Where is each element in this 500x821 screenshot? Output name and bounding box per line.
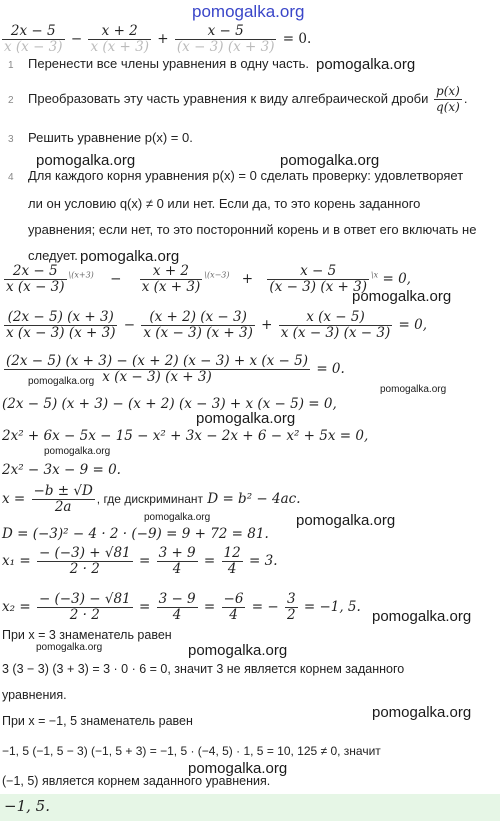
l2-d1: x (x − 3) (x + 3) [6, 325, 116, 341]
eq-t3-num: x − 5 [207, 23, 244, 39]
l1-t2-num: x + 2 [152, 263, 190, 279]
step-2-frac-num: p(x) [436, 84, 460, 98]
solution-line-11: При x = 3 знаменатель равен [2, 628, 172, 642]
step-4-line-4: следует. [28, 248, 78, 263]
step-4 [8, 163, 476, 269]
step-3-number: 3 [8, 134, 14, 145]
solution-line-7 [2, 484, 300, 515]
l1-mult-2: \(x−3) [204, 270, 230, 280]
step-2-frac-den: q(x) [436, 100, 460, 114]
l9-d3: 4 [222, 561, 243, 577]
l1-t1-num: 2x − 5 [12, 263, 58, 279]
step-2 [8, 84, 467, 115]
l10-d2: 4 [157, 607, 198, 623]
step-1-number: 1 [8, 60, 14, 71]
watermark: pomogalka.org [36, 152, 136, 169]
l1-mult-1: \(x+3) [68, 270, 94, 280]
solution-line-9: x₁ = $\frac{- (-3) + √81}{2 \cdot 2}$ = $\frac{3 + 9}{4}$ = $\frac{12}{4}$ = 3. [2, 545, 278, 577]
step-4-number: 4 [8, 172, 14, 183]
l10-lhs: x₂ = [2, 599, 31, 615]
step-3-text: Решить уравнение p(x) = 0. [28, 130, 193, 145]
l10-end: = −1, 5. [303, 599, 361, 615]
eq-t1-num: 2x − 5 [10, 23, 56, 39]
step-2-number: 2 [8, 94, 14, 106]
l10-n1: − (−3) − √81 [38, 591, 131, 607]
l1-t2-den: x (x + 3) [141, 279, 201, 295]
l7-lhs: x = [2, 491, 26, 507]
watermark: pomogalka.org [188, 760, 288, 777]
l1-op1: − [110, 271, 122, 287]
l3-num: (2x − 5) (x + 3) − (x + 2) (x − 3) + x (x − 5) [6, 353, 309, 369]
eq-t1-den: x (x − 3) [4, 39, 63, 55]
solution-line-12: 3 (3 − 3) (3 + 3) = 3 · 0 · 6 = 0, значит 3 не является корнем заданного [2, 662, 405, 676]
l9-n3: 12 [223, 545, 241, 561]
watermark: pomogalka.org [196, 410, 296, 427]
header-equation [0, 24, 311, 55]
l3-rhs: = 0. [316, 361, 345, 377]
step-3 [8, 130, 193, 145]
solution-line-1 [2, 264, 411, 295]
solution-line-15: −1, 5 (−1, 5 − 3) (−1, 5 + 3) = −1, 5 · (−4, 5) · 1, 5 = 10, 125 ≠ 0, значит [2, 744, 381, 758]
l2-n2: (x + 2) (x − 3) [149, 309, 247, 325]
l2-op2: + [261, 317, 273, 333]
watermark: pomogalka.org [372, 608, 472, 625]
watermark: pomogalka.org [36, 642, 103, 653]
l3-den: x (x − 3) (x + 3) [4, 369, 310, 385]
l1-op2: + [241, 271, 254, 287]
step-4-line-1: Для каждого корня уравнения p(x) = 0 сделать проверку: удовлетворяет [28, 168, 464, 183]
l9-d1: 2 · 2 [37, 561, 133, 577]
l1-mult-3: \x [370, 270, 379, 280]
l10-n2: 3 − 9 [158, 591, 196, 607]
l10-d1: 2 · 2 [37, 607, 133, 623]
l1-t3-num: x − 5 [300, 263, 337, 279]
l9-n2: 3 + 9 [158, 545, 196, 561]
l7-den: 2a [32, 499, 95, 515]
l7-text: , где дискриминант [96, 492, 204, 506]
l9-lhs: x₁ = [2, 553, 31, 569]
step-1-text: Перенести все члены уравнения в одну часть. [28, 56, 309, 71]
watermark: pomogalka.org [80, 248, 180, 265]
l7-formula: D = b² − 4ac. [207, 491, 301, 507]
answer-box [0, 794, 500, 821]
eq-t3-den: (x − 3) (x + 3) [176, 39, 275, 55]
l2-op1: − [123, 317, 136, 333]
solution-line-10: x₂ = $\frac{- (-3) - √81}{2 \cdot 2}$ = $\frac{3 - 9}{4}$ = $\frac{-6}{4}$ = − $\frac{3}{2}$ = −1, 5. [2, 591, 361, 623]
solution-line-2 [2, 310, 427, 341]
eq-rhs: = 0. [282, 31, 312, 47]
solution-line-4: (2x − 5) (x + 3) − (x + 2) (x − 3) + x (x − 5) = 0, [2, 396, 337, 412]
watermark: pomogalka.org [316, 56, 416, 73]
l9-n1: − (−3) + √81 [38, 545, 131, 561]
watermark: pomogalka.org [352, 288, 452, 305]
l7-num: −b ± √D [33, 483, 93, 499]
l1-rhs: = 0, [382, 271, 411, 287]
l2-d2: x (x − 3) (x + 3) [143, 325, 253, 341]
step-2-text: Преобразовать эту часть уравнения к виду алгебраической дроби [28, 90, 429, 106]
eq-t2-num: x + 2 [101, 23, 138, 39]
watermark: pomogalka.org [44, 446, 111, 457]
eq-t2-den: x (x + 3) [90, 39, 149, 55]
watermark: pomogalka.org [380, 384, 447, 395]
l10-n3: −6 [223, 591, 244, 607]
solution-line-6: 2x² − 3x − 9 = 0. [2, 462, 121, 478]
l9-d2: 4 [157, 561, 198, 577]
l2-rhs: = 0, [398, 317, 427, 333]
l2-n3: x (x − 5) [306, 309, 365, 325]
step-1 [8, 56, 309, 71]
l10-n4: 3 [286, 591, 296, 607]
l2-n1: (2x − 5) (x + 3) [7, 309, 114, 325]
watermark: pomogalka.org [144, 512, 211, 523]
watermark-top: pomogalka.org [192, 2, 305, 21]
solution-line-14: При x = −1, 5 знаменатель равен [2, 714, 193, 728]
l2-d3: x (x − 3) (x − 3) [280, 325, 391, 341]
step-2-end: . [463, 90, 468, 106]
l10-d4: 2 [286, 607, 296, 623]
solution-line-8: D = (−3)² − 4 · 2 · (−9) = 9 + 72 = 81. [2, 526, 269, 542]
l1-t1-den: x (x − 3) [6, 279, 65, 295]
l10-d3: 4 [222, 607, 246, 623]
watermark: pomogalka.org [280, 152, 380, 169]
watermark: pomogalka.org [188, 642, 288, 659]
watermark: pomogalka.org [28, 376, 95, 387]
solution-line-13: уравнения. [2, 688, 67, 702]
step-4-line-3: уравнения; если нет, то это посторонний корень и в ответ его включать не [28, 222, 477, 237]
l1-t3-den: (x − 3) (x + 3) [269, 279, 367, 295]
watermark: pomogalka.org [296, 512, 396, 529]
l9-end: = 3. [249, 553, 278, 569]
solution-line-5: 2x² + 6x − 5x − 15 − x² + 3x − 2x + 6 − x² + 5x = 0, [2, 428, 369, 444]
eq-op2: + [157, 31, 169, 47]
eq-op1: − [70, 31, 83, 47]
solution-line-16: (−1, 5) является корнем заданного уравнения. [2, 774, 271, 788]
step-4-line-2: ли он условию q(x) ≠ 0 или нет. Если да, то это корень заданного [28, 196, 421, 211]
watermark: pomogalka.org [372, 704, 472, 721]
answer-value: −1, 5. [4, 797, 50, 815]
